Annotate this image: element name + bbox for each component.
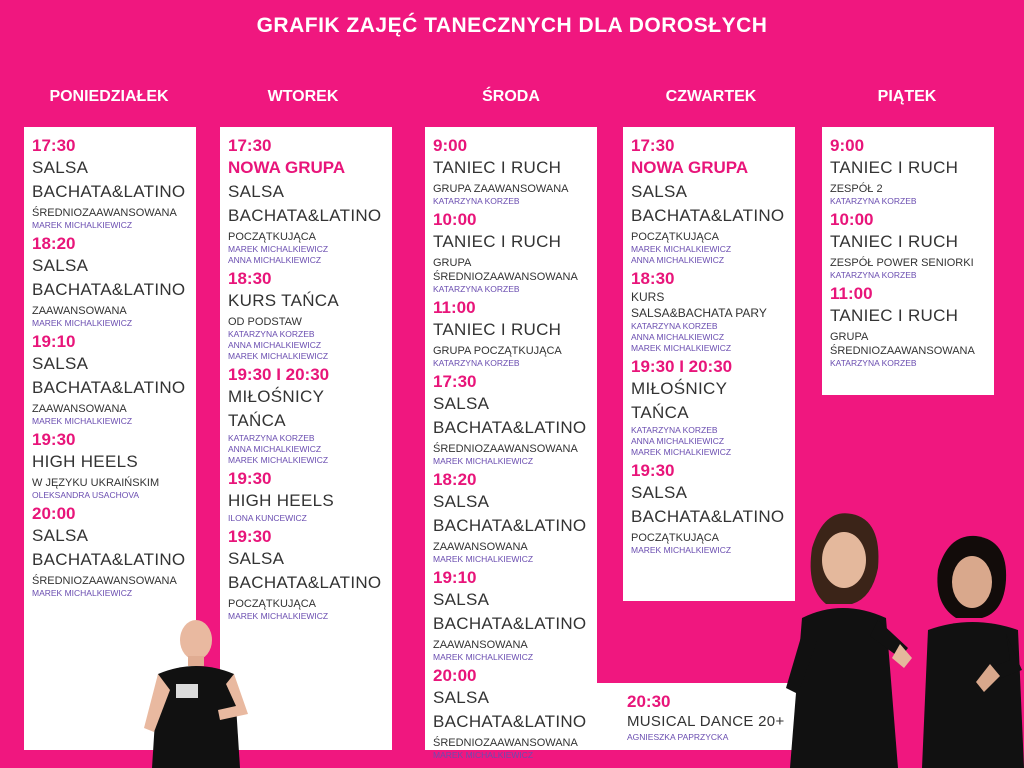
instructor-name: MAREK MICHALKIEWICZ	[631, 343, 732, 353]
instructor-name: KATARZYNA KORZEB	[433, 196, 520, 206]
class-level: GRUPA ZAAWANSOWANA	[433, 183, 569, 195]
class-name: TANIEC I RUCH	[433, 232, 562, 251]
class-name: SALSA	[32, 256, 89, 275]
class-time: 17:30	[32, 136, 76, 155]
class-time: 9:00	[830, 136, 865, 155]
class-time: 10:00	[830, 210, 874, 229]
instructor-name: MAREK MICHALKIEWICZ	[228, 455, 329, 465]
class-name: HIGH HEELS	[228, 491, 334, 510]
column-wednesday	[425, 127, 597, 760]
instructor-name: MAREK MICHALKIEWICZ	[32, 588, 133, 598]
instructor-woman-photo-right	[918, 530, 1024, 768]
class-level: GRUPA POCZĄTKUJĄCA	[433, 345, 562, 357]
class-name: SALSA	[631, 483, 688, 502]
class-name: BACHATA&LATINO	[228, 573, 382, 592]
instructor-name: MAREK MICHALKIEWICZ	[433, 750, 534, 760]
class-time: 11:00	[433, 298, 476, 317]
instructor-woman-photo-left	[782, 508, 912, 768]
class-name: BACHATA&LATINO	[433, 712, 587, 731]
instructor-name: OLEKSANDRA USACHOVA	[32, 490, 140, 500]
class-name: SALSA	[32, 526, 89, 545]
class-level: ZESPÓŁ 2	[830, 183, 883, 195]
instructor-name: MAREK MICHALKIEWICZ	[433, 554, 534, 564]
thursday-extra-block	[597, 683, 797, 750]
instructor-name: ANNA MICHALKIEWICZ	[228, 340, 322, 350]
class-time: 10:00	[433, 210, 477, 229]
class-name: MIŁOŚNICY	[228, 387, 325, 406]
class-name: SALSA	[433, 492, 490, 511]
class-time: 20:00	[32, 504, 76, 523]
class-level: GRUPA ŚREDNIOZAAWANSOWANA	[433, 257, 578, 283]
class-name: BACHATA&LATINO	[32, 182, 186, 201]
class-name: BACHATA&LATINO	[32, 550, 186, 569]
class-name: TANIEC I RUCH	[830, 158, 959, 177]
instructor-name: KATARZYNA KORZEB	[631, 321, 718, 331]
instructor-man-photo	[140, 618, 250, 768]
class-level: ZAAWANSOWANA	[32, 305, 127, 317]
class-name: BACHATA&LATINO	[631, 206, 785, 225]
class-level: ZAAWANSOWANA	[433, 541, 528, 553]
class-name: SALSA	[228, 182, 285, 201]
instructor-name: MAREK MICHALKIEWICZ	[631, 545, 732, 555]
class-level: POCZĄTKUJĄCA	[228, 231, 317, 243]
class-level: ŚREDNIOZAAWANSOWANA	[433, 443, 578, 455]
class-name: KURS TAŃCA	[228, 291, 340, 310]
instructor-name: ILONA KUNCEWICZ	[228, 513, 307, 523]
instructor-name: KATARZYNA KORZEB	[830, 196, 917, 206]
class-level: ZAAWANSOWANA	[32, 403, 127, 415]
instructor-name: ANNA MICHALKIEWICZ	[631, 436, 725, 446]
class-time: 18:30	[631, 269, 675, 288]
class-level: ŚREDNIOZAAWANSOWANA	[32, 575, 177, 587]
class-time: 17:30	[228, 136, 272, 155]
class-level: ŚREDNIOZAAWANSOWANA	[433, 737, 578, 749]
instructor-name: MAREK MICHALKIEWICZ	[433, 652, 534, 662]
day-header-friday: PIĄTEK	[877, 88, 937, 105]
class-name: HIGH HEELS	[32, 452, 138, 471]
class-name: TAŃCA	[228, 411, 286, 430]
class-level: GRUPA ŚREDNIOZAAWANSOWANA	[830, 331, 975, 357]
class-name: MUSICAL DANCE 20+	[627, 713, 785, 730]
class-name: MIŁOŚNICY	[631, 379, 728, 398]
class-time: 18:30	[228, 269, 272, 288]
instructor-name: KATARZYNA KORZEB	[433, 284, 520, 294]
class-time: 20:00	[433, 666, 477, 685]
instructor-name: KATARZYNA KORZEB	[228, 329, 315, 339]
instructor-name: ANNA MICHALKIEWICZ	[228, 255, 322, 265]
class-name-small: KURS	[631, 290, 665, 304]
class-name: BACHATA&LATINO	[32, 378, 186, 397]
class-level: W JĘZYKU UKRAIŃSKIM	[32, 477, 160, 489]
class-level: POCZĄTKUJĄCA	[631, 231, 720, 243]
class-name: TAŃCA	[631, 403, 689, 422]
class-level: ZESPÓŁ POWER SENIORKI	[830, 257, 974, 269]
day-header-monday: PONIEDZIAŁEK	[49, 88, 169, 105]
instructor-name: ANNA MICHALKIEWICZ	[631, 332, 725, 342]
class-name-small: SALSA&BACHATA PARY	[631, 306, 767, 320]
class-level: POCZĄTKUJĄCA	[631, 532, 720, 544]
class-time: 19:30	[228, 527, 272, 546]
class-level: ŚREDNIOZAAWANSOWANA	[32, 207, 177, 219]
instructor-name: MAREK MICHALKIEWICZ	[433, 456, 534, 466]
class-name: SALSA	[32, 354, 89, 373]
class-level: OD PODSTAW	[228, 316, 302, 328]
new-group-badge: NOWA GRUPA	[228, 158, 346, 177]
new-group-badge: NOWA GRUPA	[631, 158, 749, 177]
class-time: 19:10	[32, 332, 76, 351]
class-time: 17:30	[433, 372, 477, 391]
instructor-name: MAREK MICHALKIEWICZ	[228, 351, 329, 361]
class-time: 11:00	[830, 284, 873, 303]
instructor-name: KATARZYNA KORZEB	[228, 433, 315, 443]
class-level: POCZĄTKUJĄCA	[228, 598, 317, 610]
class-time: 17:30	[631, 136, 675, 155]
instructor-name: AGNIESZKA PAPRZYCKA	[627, 732, 729, 742]
instructor-name: MAREK MICHALKIEWICZ	[228, 244, 329, 254]
class-name: BACHATA&LATINO	[228, 206, 382, 225]
class-time: 19:30	[228, 469, 272, 488]
class-name: BACHATA&LATINO	[631, 507, 785, 526]
instructor-name: MAREK MICHALKIEWICZ	[631, 244, 732, 254]
class-name: TANIEC I RUCH	[830, 306, 959, 325]
instructor-name: MAREK MICHALKIEWICZ	[32, 318, 133, 328]
class-name: BACHATA&LATINO	[433, 418, 587, 437]
class-name: TANIEC I RUCH	[433, 158, 562, 177]
day-header-wednesday: ŚRODA	[482, 88, 540, 105]
class-time: 19:30	[631, 461, 675, 480]
class-time: 20:30	[627, 692, 671, 711]
class-name: TANIEC I RUCH	[830, 232, 959, 251]
instructor-name: ANNA MICHALKIEWICZ	[631, 255, 725, 265]
class-name: SALSA	[433, 590, 490, 609]
instructor-name: MAREK MICHALKIEWICZ	[631, 447, 732, 457]
class-time: 19:10	[433, 568, 477, 587]
instructor-name: MAREK MICHALKIEWICZ	[32, 220, 133, 230]
class-time: 9:00	[433, 136, 468, 155]
class-time: 19:30 I 20:30	[228, 365, 330, 384]
column-friday	[822, 127, 994, 395]
instructor-name: KATARZYNA KORZEB	[631, 425, 718, 435]
class-name: SALSA	[228, 549, 285, 568]
day-header-tuesday: WTOREK	[267, 88, 339, 105]
class-name: SALSA	[631, 182, 688, 201]
column-thursday	[623, 127, 795, 601]
instructor-name: KATARZYNA KORZEB	[830, 358, 917, 368]
class-level: ZAAWANSOWANA	[433, 639, 528, 651]
instructor-name: KATARZYNA KORZEB	[433, 358, 520, 368]
class-time: 18:20	[32, 234, 76, 253]
class-time: 19:30	[32, 430, 76, 449]
class-time: 18:20	[433, 470, 477, 489]
instructor-name: MAREK MICHALKIEWICZ	[32, 416, 133, 426]
class-name: SALSA	[433, 688, 490, 707]
class-name: BACHATA&LATINO	[433, 516, 587, 535]
class-name: BACHATA&LATINO	[433, 614, 587, 633]
class-name: SALSA	[32, 158, 89, 177]
day-header-thursday: CZWARTEK	[665, 88, 757, 105]
class-name: TANIEC I RUCH	[433, 320, 562, 339]
page-title: GRAFIK ZAJĘĆ TANECZNYCH DLA DOROSŁYCH	[256, 14, 768, 37]
class-time: 19:30 I 20:30	[631, 357, 733, 376]
class-name: SALSA	[433, 394, 490, 413]
instructor-name: ANNA MICHALKIEWICZ	[228, 444, 322, 454]
instructor-name: KATARZYNA KORZEB	[830, 270, 917, 280]
class-name: BACHATA&LATINO	[32, 280, 186, 299]
instructor-name: MAREK MICHALKIEWICZ	[228, 611, 329, 621]
